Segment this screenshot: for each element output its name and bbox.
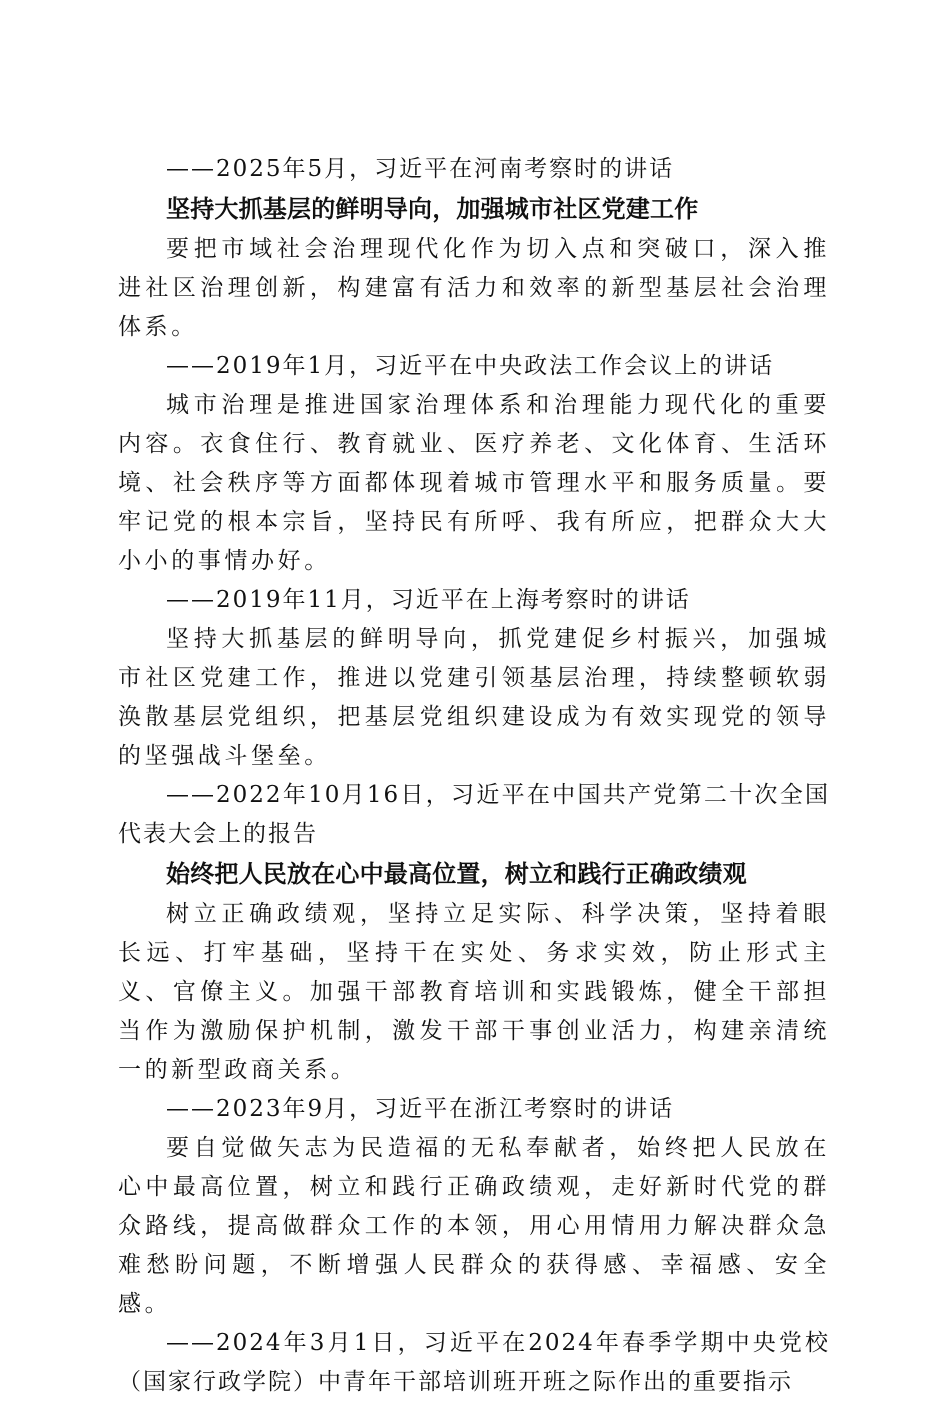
source-citation: ——2019年1月，习近平在中央政法工作会议上的讲话	[166, 353, 775, 379]
section-heading: 始终把人民放在心中最高位置，树立和践行正确政绩观	[166, 860, 747, 888]
body-paragraph: 坚持大抓基层的鲜明导向，抓党建促乡村振兴，加强城市社区党建工作，推进以党建引领基层治理，持续整顿软弱涣散基层党组织，把基层党组织建设成为有效实现党的领导的坚强战斗堡垒。	[118, 626, 830, 769]
source-citation: ——2024年3月1日，习近平在2024年春季学期中央党校（国家行政学院）中青年干部培训班开班之际作出的重要指示	[118, 1330, 830, 1395]
body-paragraph: 树立正确政绩观，坚持立足实际、科学决策，坚持着眼长远、打牢基础，坚持干在实处、务求实效，防止形式主义、官僚主义。加强干部教育培训和实践锻炼，健全干部担当作为激励保护机制，激发干部干事创业活力，构建亲清统一的新型政商关系。	[118, 901, 830, 1083]
body-paragraph: 要自觉做矢志为民造福的无私奉献者，始终把人民放在心中最高位置，树立和践行正确政绩观，走好新时代党的群众路线，提高做群众工作的本领，用心用情用力解决群众急难愁盼问题，不断增强人民群众的获得感、幸福感、安全感。	[118, 1135, 830, 1317]
body-paragraph: 城市治理是推进国家治理体系和治理能力现代化的重要内容。衣食住行、教育就业、医疗养老、文化体育、生活环境、社会秩序等方面都体现着城市管理水平和服务质量。要牢记党的根本宗旨，坚持民有所呼、我有所应，把群众大大小小的事情办好。	[118, 392, 830, 574]
source-citation: ——2019年11月，习近平在上海考察时的讲话	[166, 587, 691, 613]
section-heading: 坚持大抓基层的鲜明导向，加强城市社区党建工作	[166, 195, 699, 223]
source-citation: ——2025年5月，习近平在河南考察时的讲话	[166, 156, 675, 182]
body-paragraph: 要把市域社会治理现代化作为切入点和突破口，深入推进社区治理创新，构建富有活力和效率的新型基层社会治理体系。	[118, 236, 830, 340]
document-body	[118, 150, 830, 1402]
source-citation: ——2023年9月，习近平在浙江考察时的讲话	[166, 1096, 675, 1122]
source-citation: ——2022年10月16日，习近平在中国共产党第二十次全国代表大会上的报告	[118, 782, 830, 847]
